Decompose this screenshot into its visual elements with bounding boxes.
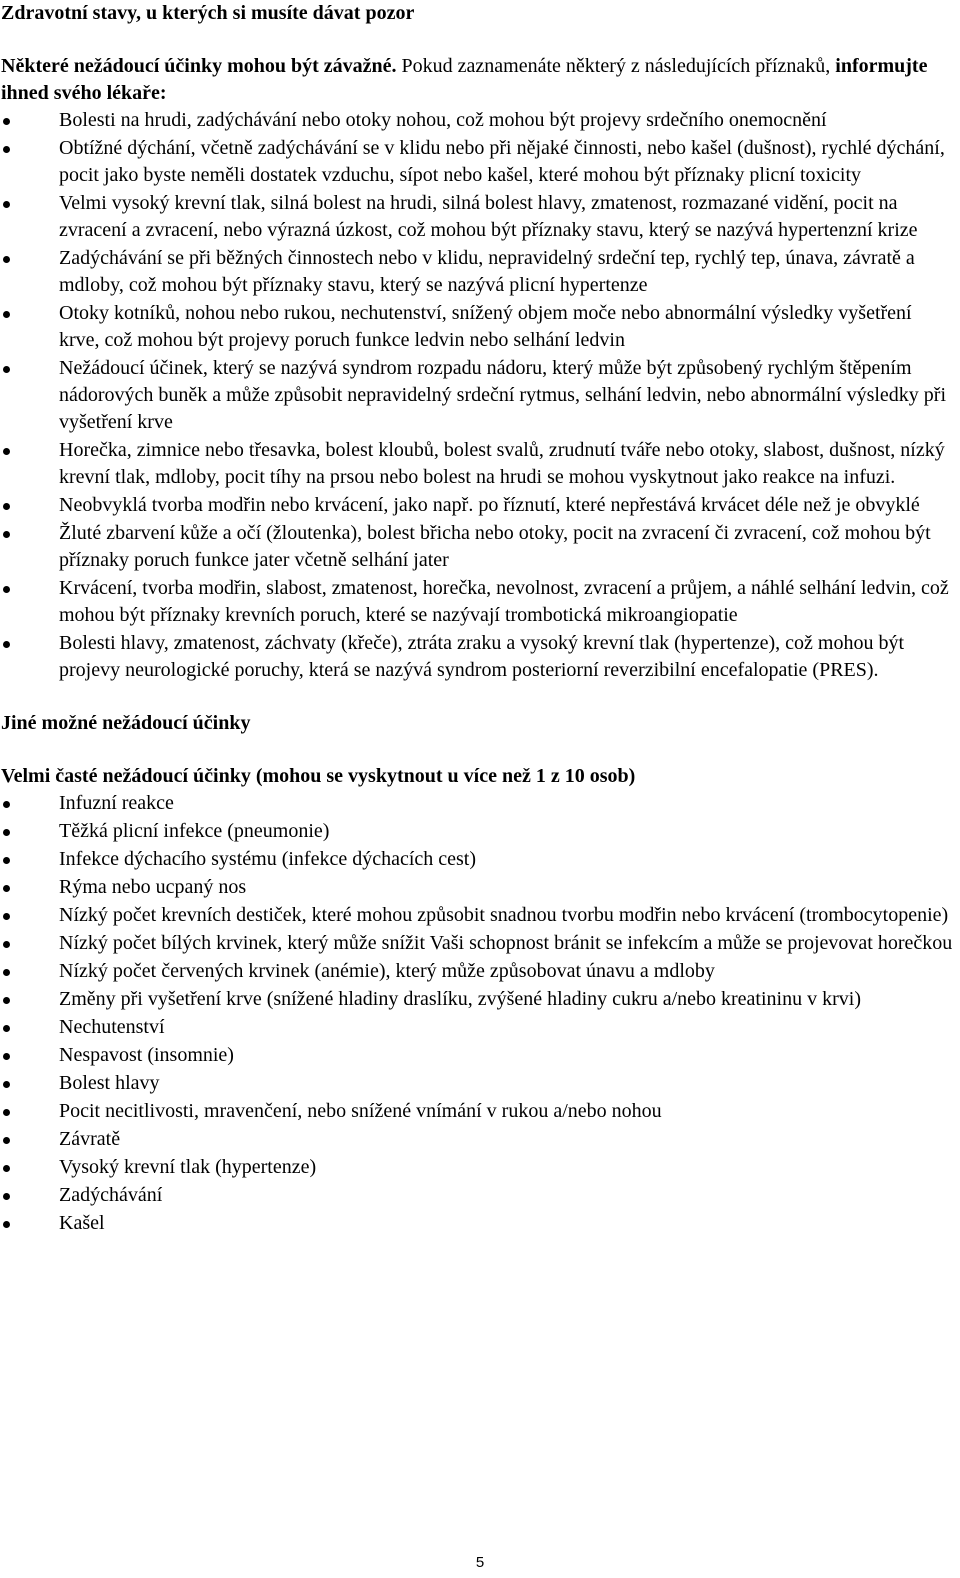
list-item-text: Bolesti hlavy, zmatenost, záchvaty (křeče), ztráta zraku a vysoký krevní tlak (hypertenze), což mohou být projevy neurologické poruchy, která se nazývá syndrom posteriorní reverzibilní encefalopatie (PRES). bbox=[59, 632, 905, 681]
bullet-icon bbox=[3, 1193, 10, 1200]
bullet-icon bbox=[3, 531, 10, 538]
bullet-icon bbox=[3, 146, 10, 153]
bullet-icon bbox=[3, 118, 10, 125]
bullet-icon bbox=[3, 801, 10, 808]
list-item-text: Změny při vyšetření krve (snížené hladiny draslíku, zvýšené hladiny cukru a/nebo kreatininu v krvi) bbox=[59, 988, 861, 1010]
list-item-text: Vysoký krevní tlak (hypertenze) bbox=[59, 1156, 317, 1178]
bullet-icon bbox=[3, 829, 10, 836]
list-item bbox=[1, 958, 956, 985]
list-item bbox=[1, 1098, 956, 1125]
list-item-text: Otoky kotníků, nohou nebo rukou, nechutenství, snížený objem moče nebo abnormální výsledky vyšetření krve, což mohou být projevy poruch funkce ledvin nebo selhání ledvin bbox=[59, 302, 912, 351]
list-item bbox=[1, 630, 956, 684]
bullet-icon bbox=[3, 885, 10, 892]
bullet-icon bbox=[3, 448, 10, 455]
list-item bbox=[1, 190, 956, 244]
serious-effects-list bbox=[1, 107, 956, 684]
list-item bbox=[1, 1042, 956, 1069]
intro-bold-2: informujte ihned svého lékaře: bbox=[1, 55, 928, 104]
bullet-icon bbox=[3, 969, 10, 976]
list-item bbox=[1, 437, 956, 491]
list-item-text: Krvácení, tvorba modřin, slabost, zmatenost, horečka, nevolnost, zvracení a průjem, a náhlé selhání ledvin, což mohou být příznaky krevních poruch, které se nazývají trombotická mikroangiopatie bbox=[59, 577, 949, 626]
bullet-icon bbox=[3, 641, 10, 648]
list-item-text: Nežádoucí účinek, který se nazývá syndrom rozpadu nádoru, který může být způsobený rychlým štěpením nádorových buněk a může způsobit nepravidelný srdeční rytmus, selhání ledvin, nebo abnormální výsledky při vyšetření krve bbox=[59, 357, 947, 433]
bullet-icon bbox=[3, 201, 10, 208]
list-item-text: Pocit necitlivosti, mravenčení, nebo snížené vnímání v rukou a/nebo nohou bbox=[59, 1100, 662, 1122]
bullet-icon bbox=[3, 311, 10, 318]
bullet-icon bbox=[3, 1165, 10, 1172]
very-common-title: Velmi časté nežádoucí účinky (mohou se vyskytnout u více než 1 z 10 osob) bbox=[1, 765, 636, 787]
list-item-text: Nespavost (insomnie) bbox=[59, 1044, 234, 1066]
intro-bold-1: Některé nežádoucí účinky mohou být závažné. bbox=[1, 55, 397, 77]
list-item-text: Infekce dýchacího systému (infekce dýchacích cest) bbox=[59, 848, 477, 870]
list-item bbox=[1, 107, 956, 134]
bullet-icon bbox=[3, 1081, 10, 1088]
list-item-text: Velmi vysoký krevní tlak, silná bolest na hrudi, silná bolest hlavy, zmatenost, rozmazané vidění, pocit na zvracení a zvracení, nebo výrazná úzkost, což mohou být příznaky stavu, který se nazývá hypertenzní krize bbox=[59, 192, 918, 241]
list-item bbox=[1, 790, 956, 817]
list-item bbox=[1, 520, 956, 574]
bullet-icon bbox=[3, 1025, 10, 1032]
section-title: Zdravotní stavy, u kterých si musíte dávat pozor bbox=[1, 2, 415, 24]
list-item-text: Kašel bbox=[59, 1212, 105, 1234]
list-item-text: Zadýchávání se při běžných činnostech nebo v klidu, nepravidelný srdeční tep, rychlý tep, únava, závratě a mdloby, což mohou být příznaky stavu, který se nazývá plicní hypertenze bbox=[59, 247, 915, 296]
list-item bbox=[1, 1014, 956, 1041]
list-item-text: Bolesti na hrudi, zadýchávání nebo otoky nohou, což mohou být projevy srdečního onemocnění bbox=[59, 109, 827, 131]
list-item bbox=[1, 818, 956, 845]
bullet-icon bbox=[3, 1221, 10, 1228]
list-item-text: Infuzní reakce bbox=[59, 792, 174, 814]
very-common-effects-list bbox=[1, 790, 956, 1237]
list-item bbox=[1, 1210, 956, 1237]
list-item-text: Nízký počet bílých krvinek, který může snížit Vaši schopnost bránit se infekcím a může se projevovat horečkou bbox=[59, 932, 953, 954]
list-item bbox=[1, 135, 956, 189]
list-item-text: Nízký počet krevních destiček, které mohou způsobit snadnou tvorbu modřin nebo krvácení (trombocytopenie) bbox=[59, 904, 949, 926]
list-item bbox=[1, 492, 956, 519]
bullet-icon bbox=[3, 503, 10, 510]
list-item bbox=[1, 986, 956, 1013]
other-effects-title: Jiné možné nežádoucí účinky bbox=[1, 712, 251, 734]
bullet-icon bbox=[3, 913, 10, 920]
bullet-icon bbox=[3, 586, 10, 593]
bullet-icon bbox=[3, 1109, 10, 1116]
bullet-icon bbox=[3, 366, 10, 373]
list-item-text: Závratě bbox=[59, 1128, 121, 1150]
intro-normal: Pokud zaznamenáte některý z následujících příznaků, bbox=[396, 55, 831, 77]
list-item bbox=[1, 1126, 956, 1153]
list-item bbox=[1, 930, 956, 957]
list-item bbox=[1, 355, 956, 436]
list-item-text: Těžká plicní infekce (pneumonie) bbox=[59, 820, 330, 842]
bullet-icon bbox=[3, 256, 10, 263]
list-item-text: Obtížné dýchání, včetně zadýchávání se v klidu nebo při nějaké činnosti, nebo kašel (dušnost), rychlé dýchání, pocit jako byste neměli dostatek vzduchu, sípot nebo kašel, které mohou být příznaky plicní toxicity bbox=[59, 137, 945, 186]
list-item-text: Nízký počet červených krvinek (anémie), který může způsobovat únavu a mdloby bbox=[59, 960, 715, 982]
bullet-icon bbox=[3, 997, 10, 1004]
list-item bbox=[1, 300, 956, 354]
list-item bbox=[1, 1182, 956, 1209]
list-item bbox=[1, 846, 956, 873]
document-page bbox=[1, 0, 956, 1238]
intro-paragraph bbox=[1, 53, 956, 107]
bullet-icon bbox=[3, 857, 10, 864]
page-number: 5 bbox=[475, 1554, 485, 1571]
list-item-text: Zadýchávání bbox=[59, 1184, 163, 1206]
bullet-icon bbox=[3, 1137, 10, 1144]
list-item-text: Neobvyklá tvorba modřin nebo krvácení, jako např. po říznutí, které nepřestává krvácet déle než je obvyklé bbox=[59, 494, 920, 516]
list-item-text: Žluté zbarvení kůže a očí (žloutenka), bolest břicha nebo otoky, pocit na zvracení či zvracení, což mohou být příznaky poruch funkce jater včetně selhání jater bbox=[59, 522, 931, 571]
bullet-icon bbox=[3, 941, 10, 948]
list-item bbox=[1, 575, 956, 629]
list-item bbox=[1, 245, 956, 299]
list-item-text: Bolest hlavy bbox=[59, 1072, 160, 1094]
list-item-text: Horečka, zimnice nebo třesavka, bolest kloubů, bolest svalů, zrudnutí tváře nebo otoky, slabost, dušnost, nízký krevní tlak, mdloby, pocit tíhy na prsou nebo bolest na hrudi se mohou vyskytnout jako reakce na infuzi. bbox=[59, 439, 945, 488]
list-item-text: Rýma nebo ucpaný nos bbox=[59, 876, 247, 898]
bullet-icon bbox=[3, 1053, 10, 1060]
list-item bbox=[1, 1070, 956, 1097]
list-item bbox=[1, 902, 956, 929]
list-item-text: Nechutenství bbox=[59, 1016, 165, 1038]
list-item bbox=[1, 1154, 956, 1181]
list-item bbox=[1, 874, 956, 901]
